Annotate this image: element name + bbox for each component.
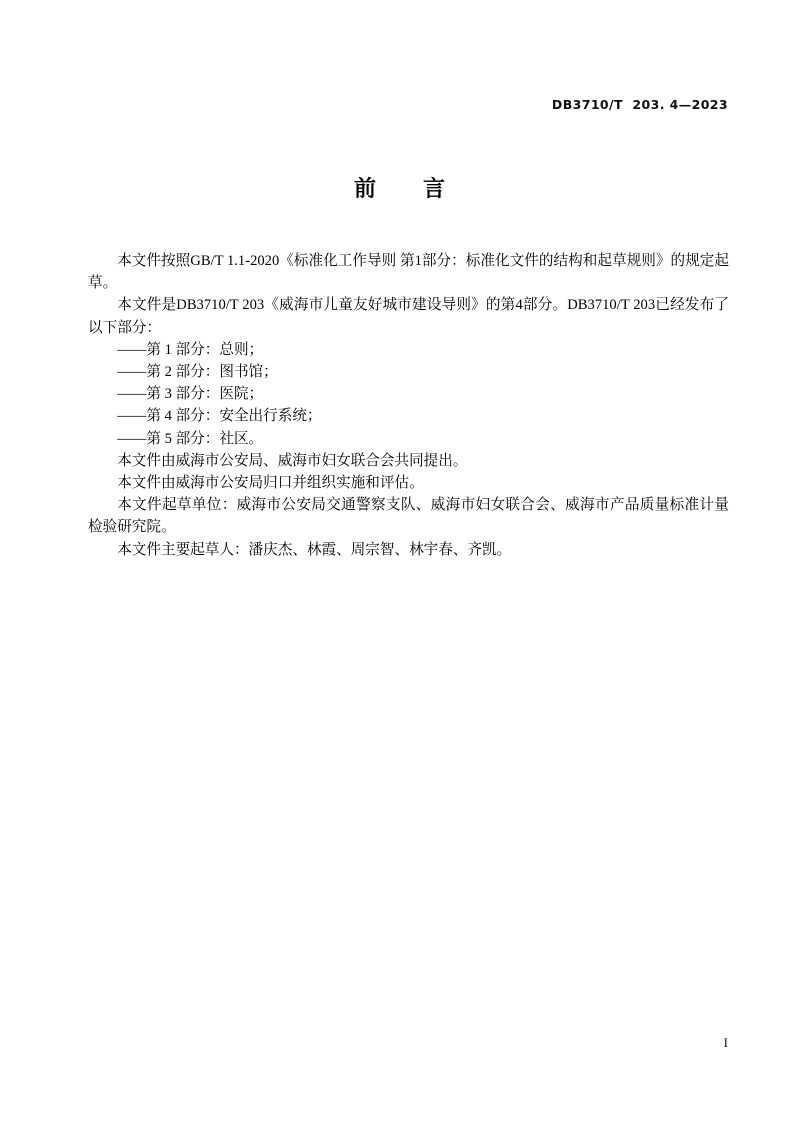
running-header bbox=[72, 96, 728, 116]
list-item: ——第 4 部分：安全出行系统； bbox=[117, 408, 322, 425]
page-title: 前 言 bbox=[353, 177, 446, 202]
page-number: I bbox=[723, 1035, 728, 1050]
page-footer bbox=[72, 1034, 728, 1052]
foreword-body bbox=[88, 250, 729, 561]
foreword-paragraph: 本文件按照GB/T 1.1-2020《标准化工作导则 第1部分：标准化文件的结构和起草规则》的规定起草。 bbox=[88, 253, 729, 292]
drafters-paragraph: 本文件主要起草人：潘庆杰、林霞、周宗智、林宇春、齐凯。 bbox=[117, 541, 512, 558]
list-item: ——第 1 部分：总则； bbox=[117, 341, 264, 358]
drafting-organizations-paragraph: 本文件起草单位：威海市公安局交通警察支队、威海市妇女联合会、威海市产品质量标准计量检验研究院。 bbox=[88, 497, 729, 536]
list-item: ——第 2 部分：图书馆； bbox=[117, 364, 278, 381]
parts-list bbox=[88, 339, 729, 450]
list-item: ——第 3 部分：医院； bbox=[117, 386, 264, 403]
standard-number: DB3710/T 203. 4—2023 bbox=[551, 97, 728, 112]
foreword-paragraph: 本文件是DB3710/T 203《威海市儿童友好城市建设导则》的第4部分。DB3710/T 203已经发布了以下部分： bbox=[88, 297, 729, 336]
foreword-paragraph: 本文件由威海市公安局归口并组织实施和评估。 bbox=[117, 475, 424, 492]
foreword-paragraph: 本文件由威海市公安局、威海市妇女联合会共同提出。 bbox=[117, 452, 468, 469]
list-item: ——第 5 部分：社区。 bbox=[117, 430, 264, 447]
